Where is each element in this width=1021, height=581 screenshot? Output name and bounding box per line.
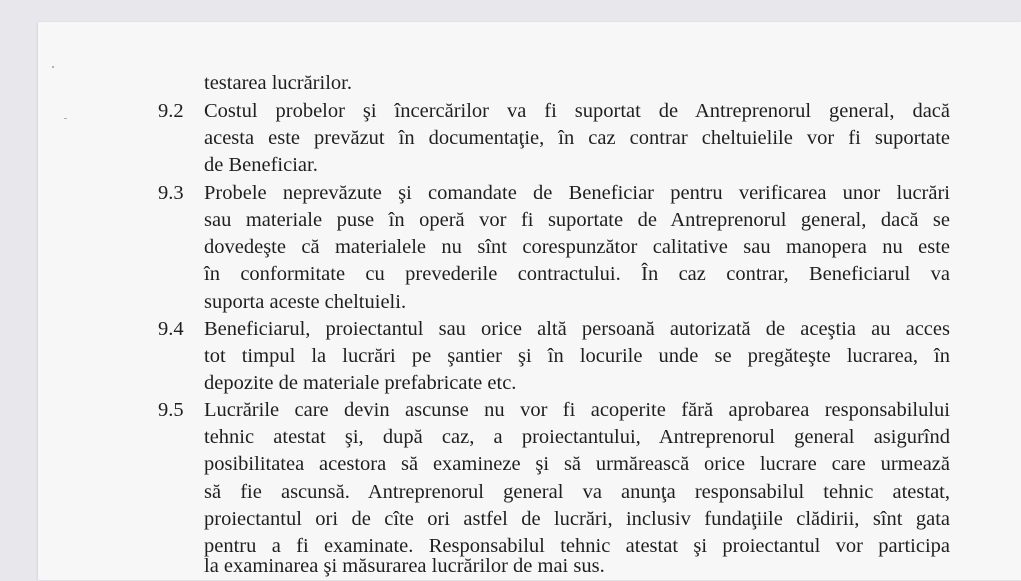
clause-9-5-line: la examinarea şi măsurarea lucrărilor de mai sus. <box>204 555 605 577</box>
clause-number-9-3: 9.3 <box>158 182 184 204</box>
clause-9-5-line: proiectantul ori de cîte ori astfel de lucrări, inclusiv fundaţiile clădirii, sînt gata <box>204 508 950 530</box>
clause-9-5-line: să fie ascunsă. Antreprenorul general va anunţa responsabilul tehnic atestat, <box>204 481 950 503</box>
clause-9-2-line: Costul probelor şi încercărilor va fi suportat de Antreprenorul general, dacă <box>204 100 950 122</box>
clause-9-3-line: dovedeşte că materialele nu sînt corespunzător calitative sau manopera nu este <box>204 236 950 258</box>
clause-9-4-line: Beneficiarul, proiectantul sau orice altă persoană autorizată de aceştia au acces <box>204 318 950 340</box>
clause-9-2-line: acesta este prevăzut în documentaţie, în caz contrar cheltuielile vor fi suportate <box>204 127 950 149</box>
clause-9-2-line: de Beneficiar. <box>204 154 318 176</box>
clause-9-3-line: în conformitate cu prevederile contractului. În caz contrar, Beneficiarul va <box>204 263 950 285</box>
clause-9-4-line: depozite de materiale prefabricate etc. <box>204 372 517 394</box>
clause-9-3-line: suporta aceste cheltuieli. <box>204 291 407 313</box>
scan-speck <box>64 118 67 119</box>
clause-9-4-line: tot timpul la lucrări pe şantier şi în locurile unde se pregăteşte lucrarea, în <box>204 345 950 367</box>
clause-number-9-4: 9.4 <box>158 318 184 340</box>
clause-9-5-line: posibilitatea acestora să examineze şi să urmărească orice lucrare care urmează <box>204 453 950 475</box>
clause-number-9-2: 9.2 <box>158 100 184 122</box>
scan-speck <box>52 66 54 68</box>
clause-9-5-line: tehnic atestat şi, după caz, a proiectantului, Antreprenorul general asigurînd <box>204 426 950 448</box>
clause-9-3-line: sau materiale puse în operă vor fi suportate de Antreprenorul general, dacă se <box>204 209 950 231</box>
continuation-line: testarea lucrărilor. <box>204 72 352 94</box>
clause-9-3-line: Probele neprevăzute şi comandate de Beneficiar pentru verificarea unor lucrări <box>204 182 950 204</box>
clause-9-5-line: pentru a fi examinate. Responsabilul tehnic atestat şi proiectantul vor participa <box>204 535 950 557</box>
clause-9-5-line: Lucrările care devin ascunse nu vor fi acoperite fără aprobarea responsabilului <box>204 399 950 421</box>
clause-number-9-5: 9.5 <box>158 399 184 421</box>
